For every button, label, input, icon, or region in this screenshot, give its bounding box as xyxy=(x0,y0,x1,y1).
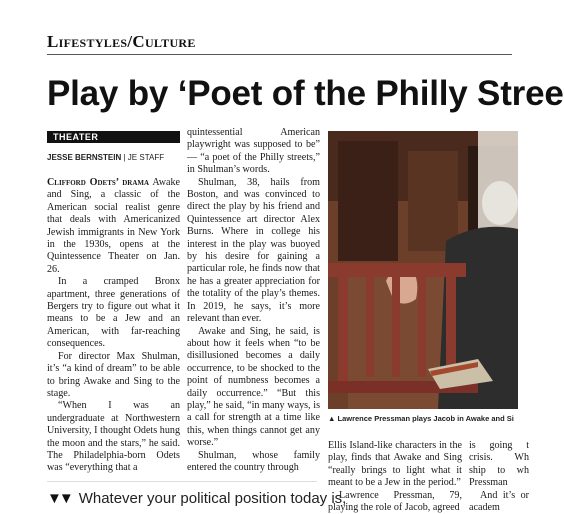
headline: Play by ‘Poet of the Philly Stree xyxy=(47,74,564,113)
paragraph-10: Lawrence Pressman, 79, playing the role of Jacob, agreed xyxy=(328,489,462,514)
paragraph-4: “When I was an undergraduate at Northwestern University, I thought Odets hung the moon and the stars,” he said. The Philadelphia-born Odets was “everything that a xyxy=(47,400,180,474)
section-heading: Lifestyles/Culture xyxy=(47,32,196,51)
section-rule xyxy=(47,54,512,55)
article-photo xyxy=(328,131,518,409)
paragraph-1-rest: Awake and Sing, a classic of the American social realist genre that deals with Americanized Jewish immigrants in New York in the 1930s, opens at the Quintessence Theater on Jan. 26. xyxy=(47,177,181,275)
paragraph-7: Awake and Sing, he said, is about how it feels when “to be disillusioned becomes a daily occurrence, to be shocked to the point of numbness becomes a daily occurrence.” “But this play,” he said, “in many ways, is a call for strength at a time like this, when things cannot get any worse.” xyxy=(187,325,320,449)
article-column-1 xyxy=(47,177,180,475)
article-column-4 xyxy=(469,440,529,514)
paragraph-2: In a cramped Bronx apartment, three generations of Bergers try to figure out what it means to be a Jew and an American, with far-reaching consequences. xyxy=(47,276,180,350)
byline-name: JESSE BERNSTEIN xyxy=(47,153,122,162)
byline-role: JE STAFF xyxy=(127,153,165,162)
pull-quote-divider xyxy=(47,481,317,482)
article-column-2 xyxy=(187,127,320,474)
byline-separator: | xyxy=(123,153,128,162)
paragraph-5: quintessential American playwright was supposed to be” — “a poet of the Philly streets,” in Shulman’s words. xyxy=(187,127,320,176)
paragraph-12: And it’s or academ xyxy=(469,489,529,514)
byline xyxy=(47,153,164,162)
paragraph-1 xyxy=(47,177,180,276)
paragraph-8: Shulman, whose family entered the country through xyxy=(187,449,320,473)
kicker-label: THEATER xyxy=(47,131,180,143)
photo-caption: ▲ Lawrence Pressman plays Jacob in Awake and Si xyxy=(328,414,514,423)
paragraph-3: For director Max Shulman, it’s “a kind of dream” to be able to bring Awake and Sing to the stage. xyxy=(47,350,180,399)
lead-in: Clifford Odets’ drama xyxy=(47,177,150,188)
paragraph-11: is going t crisis. Wh ship to wh Pressman xyxy=(469,440,529,489)
quote-mark-icon: ▼▼ xyxy=(47,490,71,507)
paragraph-9: Ellis Island-like characters in the play, finds that Awake and Sing “really brings to light what it meant to be a Jew in the period.” xyxy=(328,440,462,489)
photo-illustration xyxy=(328,131,518,409)
pull-quote-text: Whatever your political position today is, xyxy=(78,490,347,507)
pull-quote xyxy=(47,490,346,507)
paragraph-6: Shulman, 38, hails from Boston, and was convinced to direct the play by his friend and Quintessence art director Alex Burns. Where in college his interest in the play was buoyed by his desire for gaining a particular role, he finds now that he has a greater appreciation for the totality of the play’s themes. In 2019, he says, it’s more relevant than ever. xyxy=(187,176,320,325)
article-column-3 xyxy=(328,440,462,514)
